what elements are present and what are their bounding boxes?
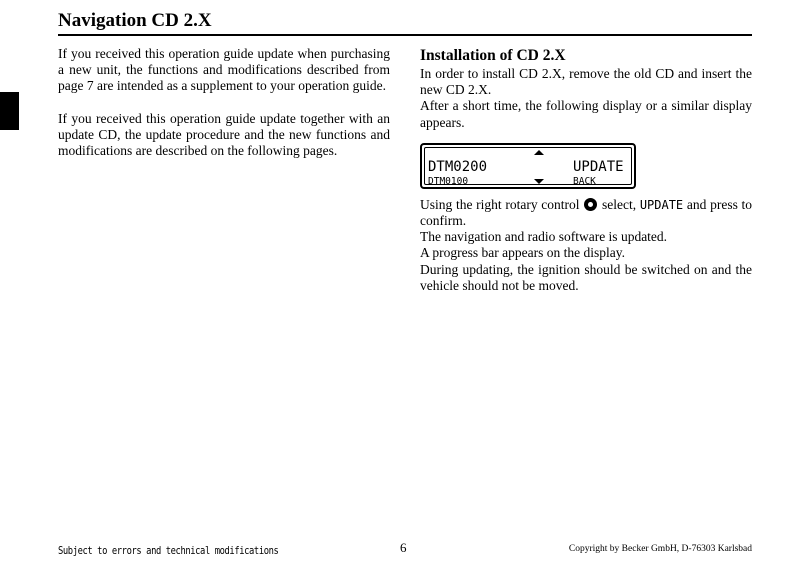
- arrow-down-icon: [534, 179, 544, 184]
- lcd-screen: [424, 147, 632, 185]
- ignition-line: During updating, the ignition should be switched on and the vehicle should not be moved.: [420, 261, 752, 293]
- intro-paragraph-1: If you received this operation guide update when purchasing a new unit, the functions and modifications described from page 7 are intended as a supplement to your operation guide.: [58, 46, 390, 94]
- intro-paragraph-2: If you received this operation guide update together with an update CD, the update procedure and the new functions and modifications are described on the following pages.: [58, 110, 390, 159]
- install-intro-1: In order to install CD 2.X, remove the old CD and insert the new CD 2.X.: [420, 66, 752, 98]
- lcd-line1-right: UPDATE: [573, 158, 624, 175]
- footer-copyright: Copyright by Becker GmbH, D-76303 Karlsbad: [568, 544, 752, 554]
- progress-line: A progress bar appears on the display.: [420, 245, 625, 261]
- instr-after: and press to confirm.: [420, 196, 753, 229]
- instruction-line: [420, 197, 752, 229]
- title-rule: [58, 34, 752, 36]
- section-tab-marker: [0, 92, 19, 130]
- instr-select: select,: [601, 196, 637, 212]
- left-column: [58, 46, 390, 175]
- install-intro-2: After a short time, the following display or a similar display appears.: [420, 98, 752, 130]
- lcd-display: [420, 143, 636, 189]
- instr-update: UPDATE: [639, 197, 684, 212]
- instr-before: Using the right rotary control: [420, 196, 580, 212]
- page-title: Navigation CD 2.X: [58, 10, 212, 31]
- footer-disclaimer: Subject to errors and technical modifications: [58, 544, 279, 557]
- section-heading: Installation of CD 2.X: [420, 47, 566, 64]
- software-line: The navigation and radio software is updated.: [420, 229, 668, 245]
- lcd-line2-left: DTM0100: [428, 175, 469, 187]
- lcd-line1-left: DTM0200: [428, 158, 488, 175]
- page-number: 6: [400, 540, 407, 555]
- lcd-line2-right: BACK: [573, 175, 596, 187]
- rotary-knob-icon: [584, 198, 597, 211]
- arrow-up-icon: [534, 150, 544, 155]
- right-column: [420, 46, 752, 294]
